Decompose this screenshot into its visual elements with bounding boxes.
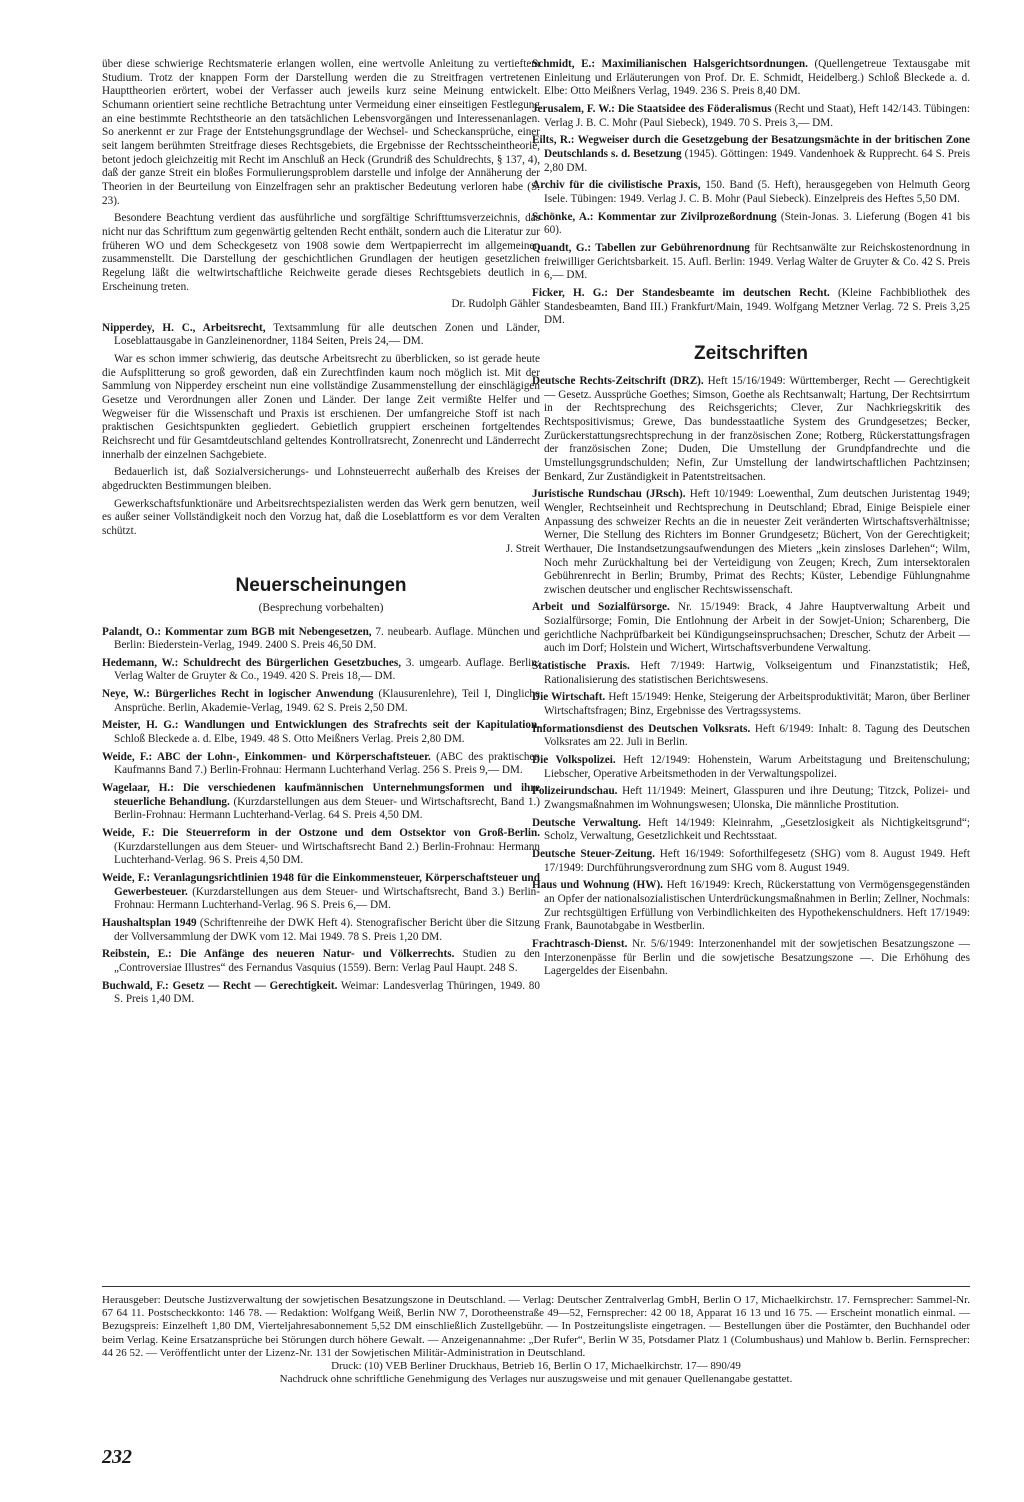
entry-head: Wagelaar, H.: Die verschiedenen kaufmännischen Unternehmungsformen und ihre steuerliche Behandlung. [102,782,540,808]
imprint-reprint: Nachdruck ohne schriftliche Genehmigung des Verlages nur auszugsweise und mit genauer Quellenangabe gestattet. [279,1373,793,1386]
entry-text: (Kleine Fachbibliothek des Standesbeamten, Band III.) Frankfurt/Main, 1949. Wolfgang Metzner Verlag. 72 S. Preis 3,25 DM. [544,286,970,327]
entry-text: Nr. 15/1949: Brack, 4 Jahre Hauptverwaltung Arbeit und Sozialfürsorge; Fomin, Die Entlohnung der Arbeit in der Sowjet-Union; Scharenberg, Die gerichtliche Nachprüfbarkeit bei Kündigungseinspruchsachen; Drescher, Schutz der Arbeit — auch im Dorf; Holstein und Wichert, Wirtschaftsverbundene Verwaltung. [544,601,970,655]
list-item [102,948,540,975]
new-books-list [102,626,540,1007]
entry-head: Neye, W.: Bürgerliches Recht in logischer Anwendung [102,688,374,701]
divider-rule [102,1286,970,1287]
list-item [532,601,970,656]
list-item [532,488,970,597]
entry-head: Weide, F.: ABC der Lohn-, Einkommen- und Körperschaftsteuer. [102,750,431,763]
list-item [532,754,970,781]
list-item [532,785,970,812]
list-item [532,287,970,328]
entry-text: Textsammlung für alle deutschen Zonen und Länder, Loseblattausgabe in Ganzleinenordner, 1184 Seiten, Preis 24,— DM. [114,321,541,348]
entry-text: Heft 11/1949: Meinert, Glasspuren und ihre Deutung; Titzck, Polizei- und Zwangsmaßnahmen im Wohnungswesen; Ulonska, Die männliche Prostitution. [544,785,970,812]
section-title-zeitschriften: Zeitschriften [693,342,809,364]
entry-text: 7. neubearb. Auflage. München und Berlin: Biederstein-Verlag, 1949. 2400 S. Preis 46,50 DM. [114,625,540,652]
review-paragraph: Bedauerlich ist, daß Sozialversicherungs- und Lohnsteuerrecht außerhalb des Kreises der abgedruckten Bestimmungen bleiben. [102,466,540,493]
entry-text: (Quellengetreue Textausgabe mit Einleitung und Erläuterungen von Prof. Dr. E. Schmidt, Heidelberg.) Schloß Bleckede a. d. Elbe: Otto Meißners Verlag, 1949. 236 S. Preis 8,40 DM. [544,58,970,98]
entry-head: Die Wirtschaft. [532,691,606,704]
imprint [102,1294,970,1386]
list-item [532,103,970,130]
list-item [532,723,970,750]
journals-list [532,375,970,979]
list-item [532,691,970,718]
entry-head: Deutsche Verwaltung. [532,816,641,829]
entry-text: Heft 10/1949: Loewenthal, Zum deutschen Juristentag 1949; Wengler, Rechtseinheit und Rechtsprechung in Deutschland; Ebrad, Einige Beispiele einer Anpassung des schweizer Rechts an die in neuester Zeit veränderten Wirtschaftsverhältnisse; Werner, Die Stellung des Richters im Bonner Grundgesetz; Büchert, Von der Gerechtigkeit; Werthauer, Die Instandsetzungsaufwendungen des Mieters „kein zinsloses Darlehen“; Wilm, Noch mehr Zurückhaltung bei der Verteidigung von Zeugen; Krech, Zum intersektoralen Gebührenrecht in Berlin; Brumby, Primat des Rechts; Küster, Lebendige Fühlungnahme zwischen deutscher und englischer Rechtswissenschaft. [544,488,970,596]
entry-text: Heft 12/1949: Hohenstein, Warum Arbeitstagung und Breitenschulung; Liebscher, Operative Arbeitsmethoden in der Verwaltungspolizei. [544,754,970,780]
list-item [532,179,970,206]
right-column [532,58,970,983]
entry-head: Hedemann, W.: Schuldrecht des Bürgerlichen Gesetzbuches, [102,656,402,669]
entry-head: Jerusalem, F. W.: Die Staatsidee des Föderalismus [532,102,772,115]
review-paragraph: War es schon immer schwierig, das deutsche Arbeitsrecht zu überblicken, so ist gerade heute die Aufsplitterung so groß geworden, daß ein Zurechtfinden kaum noch möglich ist. Mit der Sammlung von Nipperdey erscheint nun eine vollständige Zusammenstellung der einschlägigen Gesetze und Verordnungen aller Zonen und Länder. Der lange Zeit vermißte Helfer und Wegweiser für die Wissenschaft und Praxis ist erschienen. Der umfangreiche Stoff ist nach praktischen Gesichtspunkten gegliedert. Gebietlich gruppiert erscheinen fortgeltendes Reichsrecht und für Gesamtdeutschland geltendes Kontrollratsrecht, Zonenrecht und Länderrecht innerhalb der einzelnen Sachgebiete. [102,353,540,461]
entry-head: Ficker, H. G.: Der Standesbeamte im deutschen Recht. [532,286,830,299]
list-item [102,626,540,653]
entry-text: (ABC des praktischen Kaufmanns Band 7.) Berlin-Frohnau: Hermann Luchterhand Verlag. 256 S. Preis 9,— DM. [114,750,540,777]
list-item [532,817,970,844]
entry-head: Reibstein, E.: Die Anfänge des neueren Natur- und Völkerrechts. [102,948,455,961]
entry-head: Polizeirundschau. [532,785,618,798]
entry-text: (Klausurenlehre), Teil I, Dingliche Ansprüche. Berlin, Akademie-Verlag, 1949. 62 S. Preis 2,50 DM. [114,688,540,714]
list-item [532,375,970,484]
entry-head: Weide, F.: Die Steuerreform in der Ostzone und dem Ostsektor von Groß-Berlin. [102,827,540,840]
entry-text: (Kurzdarstellungen aus dem Steuer- und Wirtschaftsrecht Band 2.) Berlin-Frohnau: Hermann Luchterhand-Verlag. 96 S. Preis 4,50 DM. [114,840,540,867]
list-item [102,751,540,778]
entry-text: Heft 15/1949: Henke, Steigerung der Arbeitsproduktivität; Maron, über Berliner Wirtschaftsfragen; Binz, Ergebnisse des Vertragssystems. [544,691,970,718]
list-item [532,848,970,875]
entry-head: Informationsdienst des Deutschen Volksrats. [532,722,751,735]
review-signature: Dr. Rudolph Gähler [451,298,540,311]
list-item [102,827,540,868]
entry-head: Deutsche Steuer-Zeitung. [532,847,655,860]
entry-head: Schmidt, E.: Maximilianischen Halsgerichtsordnungen. [532,58,808,70]
review-paragraph: Besondere Beachtung verdient das ausführliche und sorgfältige Schrifttumsverzeichnis, das nicht nur das Schrifttum zum gegenwärtig geltenden Recht enthält, sondern auch die Literatur zur früheren WO und dem Scheckgesetz von 1908 sowie dem Wertpapierrecht im allgemeinen zusammenstellt. Die Darstellung der geschichtlichen Grundlagen der heutigen gesetzlichen Regelung läßt die weltwirtschaftliche Reichweite gerade dieses Rechtsgebiets deutlich in Erscheinung treten. [102,212,540,293]
list-item [102,657,540,684]
entry-text: Heft 6/1949: Inhalt: 8. Tagung des Deutschen Volksrates am 22. Juli in Berlin. [544,722,970,749]
entry-head: Nipperdey, H. C., Arbeitsrecht, [102,321,266,334]
entry-head: Eilts, R.: Wegweiser durch die Gesetzgebung der Besatzungsmächte in der britischen Zone Deutschlands s. d. Besetzung [532,134,970,160]
entry-text: 150. Band (5. Heft), herausgegeben von Helmuth Georg Isele. Tübingen: 1949. Verlag J. C. B. Mohr (Paul Siebeck). Einzelpreis des Heftes 5,50 DM. [544,179,971,205]
entry-head: Arbeit und Sozialfürsorge. [532,601,670,614]
entry-text: Schloß Bleckede a. d. Elbe, 1949. 48 S. Otto Meißners Verlag. Preis 2,80 DM. [114,733,465,746]
entry-head: Schönke, A.: Kommentar zur Zivilprozeßordnung [532,210,777,223]
list-item [102,782,540,823]
entry-head: Juristische Rundschau (JRsch). [532,488,686,501]
entry-text: Heft 16/1949: Krech, Rückerstattung von Vermögensgegenständen an Opfer der nationalsozialistischen Unterdrückungsmaßnahmen in Berlin; Zellner, Nochmals: Zur rechtsgültigen Erfüllung von Verbindlichkeiten des Hypothekenschuldners. Heft 17/1949: Frank, Baunotabgabe in Westberlin. [544,879,971,933]
list-item [102,872,540,913]
entry-head: Haushaltsplan 1949 [102,916,197,929]
list-item [532,660,970,687]
entry-head: Weide, F.: Veranlagungsrichtlinien 1948 für die Einkommensteuer, Körperschaftsteuer und Gewerbesteuer. [102,872,540,898]
entry-head: Meister, H. G.: Wandlungen und Entwicklungen des Strafrechts seit der Kapitulation. [102,719,540,732]
list-item [102,719,540,746]
entry-head: Frachtrasch-Dienst. [532,937,628,950]
list-item [532,242,970,283]
entry-text: (1945). Göttingen: 1949. Vandenhoek & Rupprecht. 64 S. Preis 2,80 DM. [544,147,970,174]
list-item [102,980,540,1007]
list-item [532,58,970,99]
entry-head: Palandt, O.: Kommentar zum BGB mit Nebengesetzen, [102,625,372,638]
entry-head: Die Volkspolizei. [532,754,616,767]
list-item [532,134,970,175]
entry-head: Archiv für die civilistische Praxis, [532,179,701,192]
entry-text: Heft 14/1949: Kleinrahm, „Gesetzlosigkeit als Nichtigkeitsgrund“; Scholz, Verwaltung, Gesetzlichkeit und Rechtsstaat. [544,816,970,843]
review-book-entry [102,322,540,349]
entry-text: (Stein-Jonas. 3. Lieferung (Bogen 41 bis 60). [544,210,970,237]
review-signature: J. Streit [505,542,540,555]
entry-text: Heft 15/16/1949: Württemberger, Recht — Gerechtigkeit — Gesetz. Aussprüche Goethes; Simson, Goethe als Rechtsanwalt; Hartung, Der Rechtsirrtum in der Rechtsprechung des Reichsgerichts; Clever, Zur Nachkriegskritik des Rechtspositivismus; Grewe, Das bundesstaatliche System des Grundgesetzes; Becker, Zurückerstattungsrechtsprechung in der französischen Zone; Rotberg, Rückerstattungsfragen der französischen Zone; Duden, Die Umstellung der Grundpfandrechte und die Umstellungsgrundschulden; Nefin, Zur Umstellung der landwirtschaftlichen Pachtzinsen; Benkard, Zur Zuständigkeit in Patentstreitsachen. [544,374,970,483]
list-item [532,211,970,238]
entry-text: Heft 7/1949: Hartwig, Volkseigentum und Finanzstatistik; Heß, Rationalisierung des statistischen Berichtswesens. [544,660,970,686]
entry-text: Nr. 5/6/1949: Interzonenhandel mit der sowjetischen Besatzungszone — Interzonenpässe für Berlin und die sowjetische Besatzungszone —. Die Erhöhung des Lagergeldes der Eisenbahn. [544,937,970,978]
review-paragraph: über diese schwierige Rechtsmaterie erlangen wollen, eine wertvolle Anleitung zu vertieftem Studium. Trotz der knappen Form der Darstellung werden die zu Streitfragen vertretenen Haupttheorien erörtert, wobei der Verfasser auch jeweils kurz seine Meinung entwickelt. Schumann orientiert seine rechtliche Betrachtung unter Vermeidung einer einseitigen Festlegung an eine bestimmte Rechtstheorie an den tatsächlichen Lebensvorgängen und Interessenanlagen. So anerkennt er zur Frage der Entstehungsgrundlage der Wechsel- und Scheckansprüche, einer seit langem berühmten Streitfrage dieses Rechtsgebiets, die Ergebnisse der Rechtsscheintheorie, betont jedoch gleichzeitig mit Recht im Anschluß an Heck (Grundriß des Schuldrechts, § 137, 4), daß der ganze Streit ein bloßes Formulierungsproblem darstelle und infolge der Annäherung der Theorien in der Beurteilung von Einzelfragen sehr an praktischer Bedeutung verloren habe (S. 23). [102,58,540,207]
section-subtitle: (Besprechung vorbehalten) [258,602,384,615]
list-item [102,688,540,715]
entry-text: für Rechtsanwälte zur Reichskostenordnung in freiwilliger Gerichtsbarkeit. 15. Aufl. Berlin: 1949. Verlag Walter de Gruyter & Co. 42 S. Preis 6,— DM. [544,241,970,282]
entry-text: (Kurzdarstellungen aus dem Steuer- und Wirtschaftsrecht, Band 3.) Berlin-Frohnau: Hermann Luchterhand-Verlag. 96 S. Preis 6,— DM. [114,885,540,912]
entry-text: (Kurzdarstellungen aus dem Steuer- und Wirtschaftsrecht, Band 1.) Berlin-Frohnau: Hermann Luchterhand-Verlag. 64 S. Preis 4,50 DM. [114,795,541,822]
entry-text: Studien zu den „Controversiae Illustres“ des Fernandus Vasquius (1559). Bern: Verlag Paul Haupt. 248 S. [114,948,541,974]
entry-text: (Recht und Staat), Heft 142/143. Tübingen: Verlag J. B. C. Mohr (Paul Siebeck), 1949. 70 S. Preis 3,— DM. [544,102,970,129]
entry-text: Weimar: Landesverlag Thüringen, 1949. 80 S. Preis 1,40 DM. [114,979,540,1006]
list-item [532,938,970,979]
imprint-main: Herausgeber: Deutsche Justizverwaltung der sowjetischen Besatzungszone in Deutschland. — Verlag: Deutscher Zentralverlag GmbH, Berlin O 17, Michaelkirchstr. 17. Fernsprecher: Sammel-Nr. 67 64 11. Postscheckkonto: 146 78. — Redaktion: Wolfgang Weiß, Berlin NW 7, Dorotheenstraße 49—52, Fernsprecher: 42 00 18, Apparat 16 13 und 16 75. — Erscheint monatlich einmal. — Bezugspreis: Einzelheft 1,80 DM, Vierteljahresabonnement 5,52 DM einschließlich Zustellgebühr. — In Postzeitungsliste eingetragen. — Bestellungen über die Postämter, den Buchhandel oder beim Verlag. Keine Ersatzansprüche bei Störungen durch höhere Gewalt. — Anzeigenannahme: „Der Rufer“, Berlin W 35, Potsdamer Platz 1 (Columbushaus) und Mahlow b. Berlin. Fernsprecher: 44 26 52. — Veröffentlicht unter der Lizenz-Nr. 131 der Sowjetischen Militär-Administration in Deutschland. [102,1294,970,1359]
entry-text: (Schriftenreihe der DWK Heft 4). Stenografischer Bericht über die Sitzung der Vollversammlung der DWK vom 12. Mai 1949. 78 S. Preis 1,20 DM. [114,916,540,943]
list-item [532,879,970,934]
review-paragraph: Gewerkschaftsfunktionäre und Arbeitsrechtspezialisten werden das Werk gern benutzen, weil es außer seiner Vollständigkeit noch den Vorzug hat, daß die Loseblattform es vor dem Veralten schützt. [102,497,540,537]
entry-head: Statistische Praxis. [532,660,630,673]
left-column [102,58,540,1011]
entry-text: Heft 16/1949: Soforthilfegesetz (SHG) vom 8. August 1949. Heft 17/1949: Durchführungsverordnung zum SHG vom 8. August 1949. [544,847,970,874]
books-list [532,58,970,328]
section-title-neuerscheinungen: Neuerscheinungen [235,575,407,597]
imprint-print: Druck: (10) VEB Berliner Druckhaus, Betrieb 16, Berlin O 17, Michaelkirchstr. 17— 890/49 [331,1359,741,1372]
entry-text: 3. umgearb. Auflage. Berlin: Verlag Walter de Gruyter & Co., 1949. 420 S. Preis 18,— DM. [114,656,540,683]
page-number: 232 [102,1446,132,1468]
entry-head: Quandt, G.: Tabellen zur Gebührenordnung [532,241,750,254]
entry-head: Haus und Wohnung (HW). [532,879,663,892]
entry-head: Buchwald, F.: Gesetz — Recht — Gerechtigkeit. [102,979,338,992]
list-item [102,917,540,944]
entry-head: Deutsche Rechts-Zeitschrift (DRZ). [532,374,704,387]
